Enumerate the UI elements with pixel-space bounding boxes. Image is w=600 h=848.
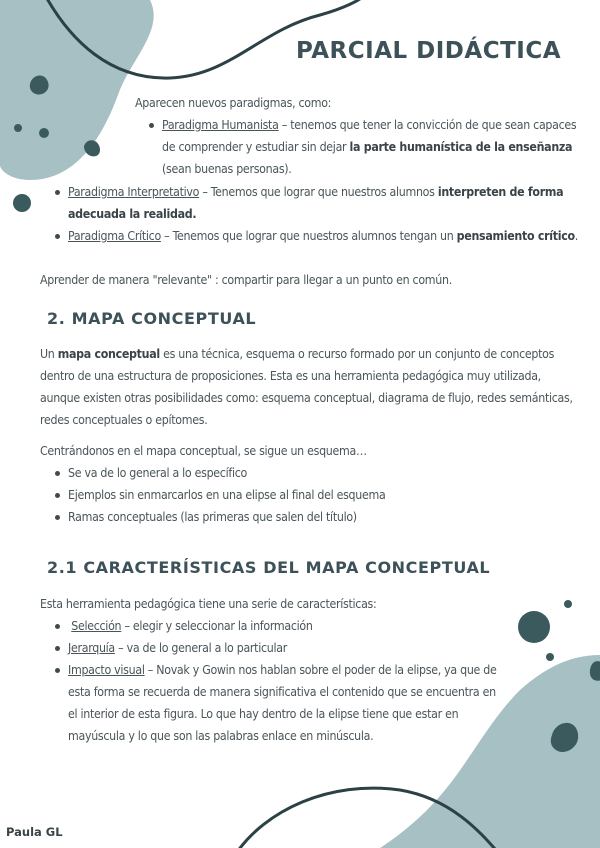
- section-heading-mapa: 2. MAPA CONCEPTUAL: [47, 309, 257, 328]
- paradigm-item-critico: Paradigma Crítico – Tenemos que lograr que nuestros alumnos tengan un pensamiento crítico.: [68, 225, 578, 247]
- paradigm-name: Paradigma Humanista: [162, 118, 279, 132]
- paradigms-list: [162, 114, 582, 180]
- dot-5: [13, 194, 31, 212]
- list-item: Se va de lo general a lo específico: [68, 462, 568, 484]
- paradigm-item-interpretativo: Paradigma Interpretativo – Tenemos que lograr que nuestros alumnos interpreten de forma adecuada la realidad.: [68, 181, 578, 225]
- caracteristicas-intro: Esta herramienta pedagógica tiene una serie de características:: [40, 597, 377, 611]
- paradigm-name: Paradigma Interpretativo: [68, 185, 200, 199]
- dot-8: [546, 653, 554, 661]
- esquema-text: Centrándonos en el mapa conceptual, se sigue un esquema…: [40, 444, 367, 458]
- caracteristica-jerarquia: Jerarquía – va de lo general a lo particular: [68, 637, 508, 659]
- caracteristicas-list: [68, 615, 508, 747]
- intro-text: Aparecen nuevos paradigmas, como:: [135, 96, 332, 110]
- dot-6: [564, 600, 572, 608]
- relevant-text: Aprender de manera "relevante" : compartir para llegar a un punto en común.: [40, 273, 452, 287]
- mapa-paragraph: Un mapa conceptual es una técnica, esquema o recurso formado por un conjunto de conceptos dentro de una estructura de proposiciones. Esta es una herramienta pedagógica muy utilizada, aunque existen otras posibilidades como: esquema conceptual, diagrama de flujo, redes semánticas, redes conceptuales o epítomes.: [40, 347, 573, 427]
- dot-4: [84, 140, 100, 156]
- list-item: Ramas conceptuales (las primeras que salen del título): [68, 506, 568, 528]
- top-left-blob: [0, 0, 154, 180]
- page-title: PARCIAL DIDÁCTICA: [296, 38, 562, 64]
- dot-3: [39, 128, 49, 138]
- list-item: Ejemplos sin enmarcarlos en una elipse al final del esquema: [68, 484, 568, 506]
- section-heading-caracteristicas: 2.1 CARACTERÍSTICAS DEL MAPA CONCEPTUAL: [47, 558, 491, 577]
- author-signature: Paula GL: [6, 825, 63, 839]
- dot-7: [518, 611, 550, 643]
- paradigms-list-2: [68, 181, 578, 247]
- esquema-list: [68, 462, 568, 528]
- caracteristica-seleccion: Selección – elegir y seleccionar la información: [68, 615, 508, 637]
- caracteristica-impacto-visual: Impacto visual – Novak y Gowin nos hablan sobre el poder de la elipse, ya que de esta forma se recuerda de manera significativa el contenido que se encuentra en el interior de esta figura. Lo que hay dentro de la elipse tiene que estar en mayúscula y lo que son las palabras enlace en minúscula.: [68, 659, 508, 747]
- dot-2: [14, 124, 22, 132]
- paradigm-item-humanista: Paradigma Humanista – tenemos que tener la convicción de que sean capaces de comprender y estudiar sin dejar la parte humanística de la enseñanza (sean buenas personas).: [162, 114, 582, 180]
- paradigm-name: Paradigma Crítico: [68, 229, 161, 243]
